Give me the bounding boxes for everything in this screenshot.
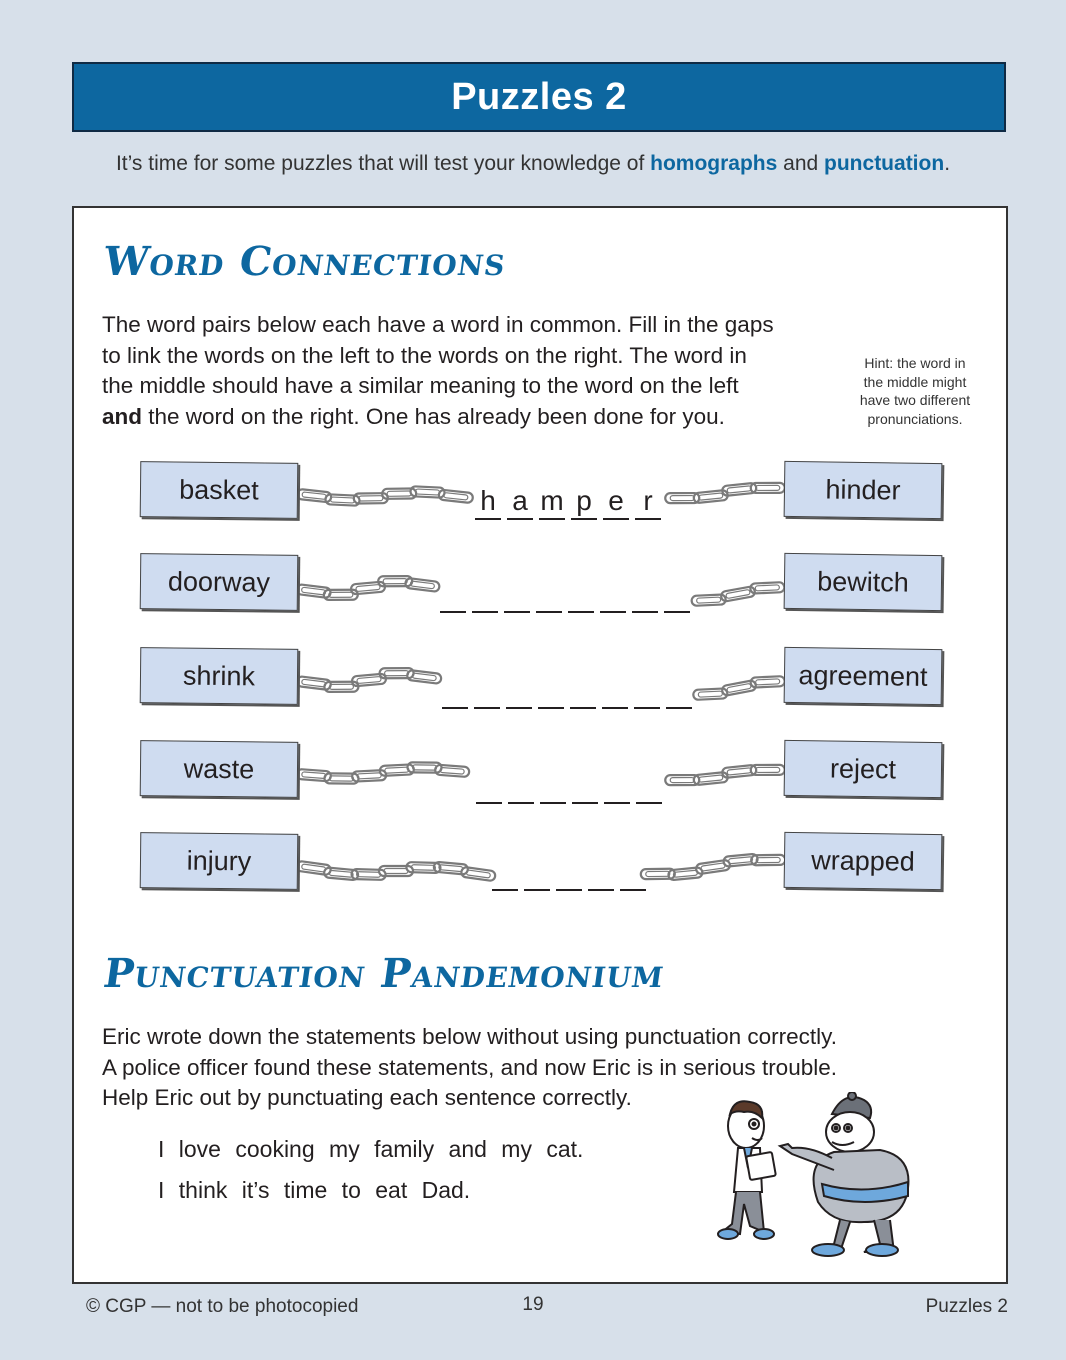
statement-2: I think it’s time to eat Dad. <box>158 1177 471 1203</box>
letter-blank[interactable] <box>632 610 658 613</box>
right-word-box: agreement <box>784 647 943 705</box>
answer-blanks[interactable] <box>442 706 692 709</box>
letter-blank[interactable] <box>472 610 498 613</box>
letter-blank[interactable] <box>604 801 630 804</box>
right-word-box: bewitch <box>784 553 943 611</box>
puzzle-panel <box>72 206 1008 1284</box>
letter-blank[interactable] <box>524 888 550 891</box>
footer-page-number: 19 <box>522 1294 544 1315</box>
letter-blank[interactable] <box>572 801 598 804</box>
letter-blank[interactable] <box>666 706 692 709</box>
left-word-box: injury <box>140 832 299 890</box>
letter-blank[interactable] <box>568 610 594 613</box>
page-title: Puzzles 2 <box>451 75 627 118</box>
left-word-box: basket <box>140 461 299 519</box>
right-word-box: reject <box>784 740 943 798</box>
footer-section: Puzzles 2 <box>925 1296 1008 1317</box>
letter-blank[interactable] <box>508 801 534 804</box>
letter-blank[interactable] <box>476 801 502 804</box>
letter-blank[interactable] <box>556 888 582 891</box>
answer-letter: r <box>635 486 661 520</box>
letter-blank[interactable] <box>664 610 690 613</box>
letter-blank[interactable] <box>504 610 530 613</box>
letter-blank[interactable] <box>620 888 646 891</box>
keyword-punctuation: punctuation <box>824 152 945 175</box>
letter-blank[interactable] <box>492 888 518 891</box>
letter-blank[interactable] <box>440 610 466 613</box>
word-connections-instructions: The word pairs below each have a word in common. Fill in the gaps to link the words on the left to the words on the right. The word in the middle should have a similar meaning to the word on the left and the word on the right. One has already been done for you. <box>102 312 774 429</box>
letter-blank[interactable] <box>570 706 596 709</box>
hint-note: Hint: the word in the middle might have two different pronunciations. <box>859 355 971 427</box>
left-word-box: doorway <box>140 553 299 611</box>
right-word-box: hinder <box>784 461 943 519</box>
answer-letter: e <box>603 486 629 520</box>
letter-blank[interactable] <box>600 610 626 613</box>
answer-letter: p <box>571 486 597 520</box>
answer-letter: h <box>475 486 501 520</box>
letter-blank[interactable] <box>474 706 500 709</box>
eric-and-police-officer-illustration <box>714 1092 944 1262</box>
punctuation-instructions: Eric wrote down the statements below without using punctuation correctly. A police officer found these statements, and now Eric is in serious trouble. Help Eric out by punctuating each sentence correctly. <box>102 1024 837 1110</box>
answer-letter: a <box>507 486 533 520</box>
intro-text: It’s time for some puzzles that will test your knowledge of homographs and punctuation. <box>115 152 951 175</box>
letter-blank[interactable] <box>602 706 628 709</box>
title-banner <box>72 62 1006 132</box>
answer-blanks[interactable] <box>476 801 662 804</box>
letter-blank[interactable] <box>636 801 662 804</box>
answer-hamper <box>475 486 661 520</box>
answer-blanks[interactable] <box>492 888 646 891</box>
answer-blanks[interactable] <box>440 610 690 613</box>
letter-blank[interactable] <box>634 706 660 709</box>
letter-blank[interactable] <box>540 801 566 804</box>
letter-blank[interactable] <box>536 610 562 613</box>
letter-blank[interactable] <box>442 706 468 709</box>
right-word-box: wrapped <box>784 832 943 890</box>
punctuation-heading: Punctuation Pandemonium <box>100 950 668 997</box>
answer-letter: m <box>539 486 565 520</box>
word-connections-heading: Word Connections <box>100 238 510 285</box>
statement-1: I love cooking my family and my cat. <box>158 1136 584 1162</box>
letter-blank[interactable] <box>538 706 564 709</box>
keyword-homographs: homographs <box>650 152 778 175</box>
letter-blank[interactable] <box>588 888 614 891</box>
left-word-box: waste <box>140 740 299 798</box>
footer-copyright: © CGP — not to be photocopied <box>86 1296 359 1317</box>
left-word-box: shrink <box>140 647 299 705</box>
letter-blank[interactable] <box>506 706 532 709</box>
